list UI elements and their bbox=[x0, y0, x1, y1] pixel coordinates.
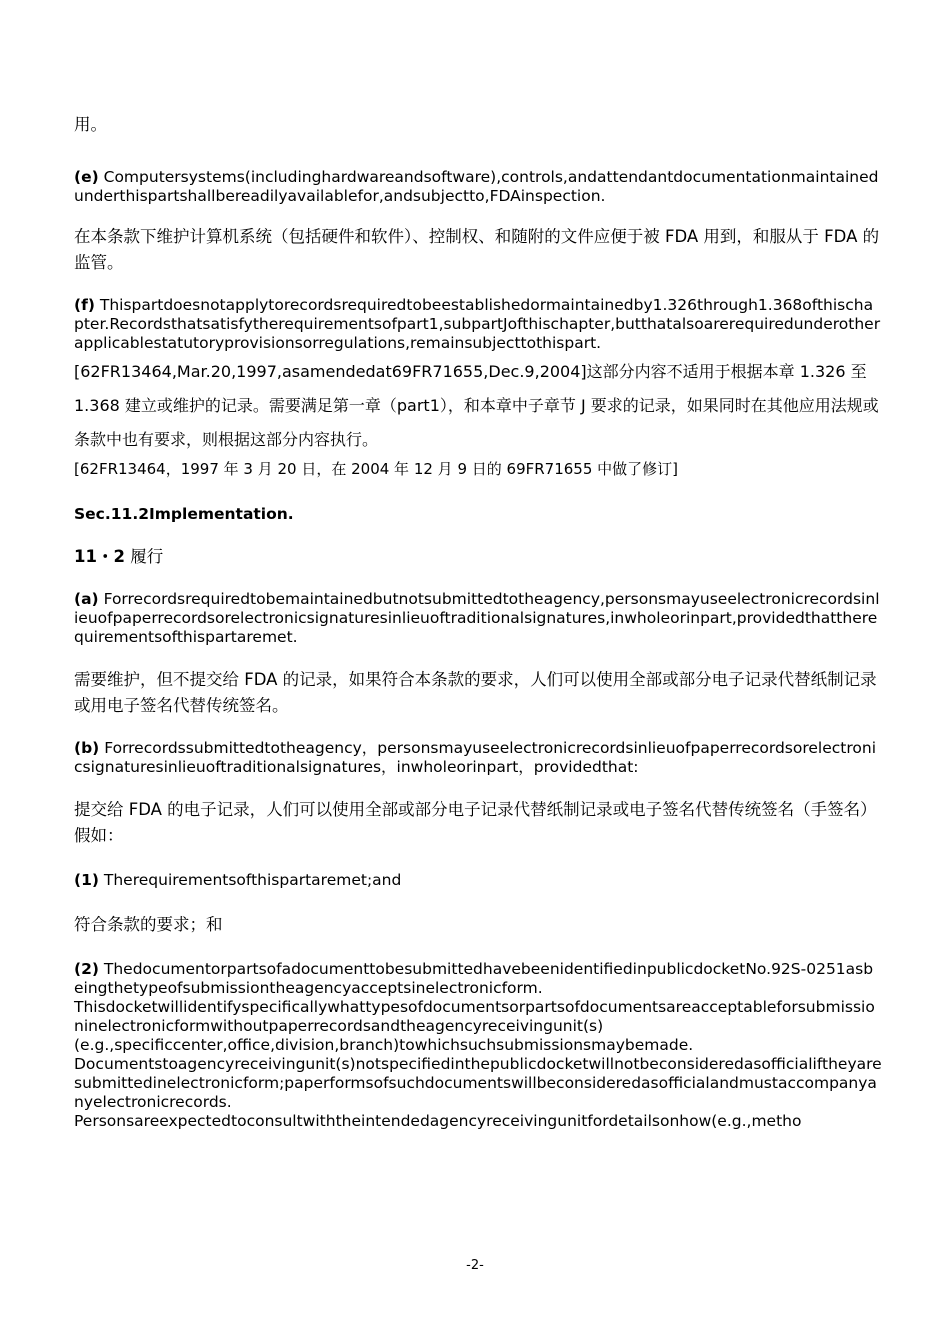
paragraph-e-english bbox=[74, 168, 882, 206]
paragraph-1-chinese bbox=[74, 912, 882, 938]
clause-label-b: (b) bbox=[74, 739, 100, 757]
clause-label-1: (1) bbox=[74, 871, 99, 889]
section-heading-text: Sec.11.2Implementation. bbox=[74, 505, 294, 523]
section-title: 履行 bbox=[130, 547, 164, 566]
paragraph-continuation bbox=[74, 112, 882, 138]
paragraph-a-english bbox=[74, 590, 882, 647]
paragraph-2-english bbox=[74, 960, 882, 998]
paragraph-text: 在本条款下维护计算机系统（包括硬件和软件）、控制权、和随附的文件应便于被 FDA 用到，和服从于 FDA 的监管。 bbox=[74, 227, 880, 272]
amendment-note bbox=[74, 459, 882, 479]
paragraph-text: ThedocumentorpartsofadocumenttobesubmittedhavebeenidentifiedinpublicdocketNo.92S-0251asbeingthetypeofsubmissiontheagencyacceptsinelectronicform. bbox=[74, 960, 874, 997]
paragraph-2-continued-3 bbox=[74, 1055, 882, 1112]
paragraph-f-chinese bbox=[74, 355, 882, 457]
paragraph-e-chinese bbox=[74, 224, 882, 276]
paragraph-text: Thispartdoesnotapplytorecordsrequiredtobeestablishedormaintainedby1.326through1.368ofthischapter.Recordsthatsatisfytherequirementsofpart1,subpartJofthischapter,butthatalsoarerequiredunderotherapplicablestatutoryprovisionsorregulations,remainsubjecttothispart. bbox=[74, 296, 881, 352]
paragraph-text: (e.g.,specificcenter,office,division,branch)towhichsuchsubmissionsmaybemade. bbox=[74, 1036, 694, 1054]
paragraph-a-chinese bbox=[74, 667, 882, 719]
clause-label-2: (2) bbox=[74, 960, 99, 978]
clause-label-e: (e) bbox=[74, 168, 99, 186]
paragraph-text: Documentstoagencyreceivingunit(s)notspecifiedinthepublicdocketwillnotbeconsideredasofficialiftheyaresubmittedinelectronicform;paperformsofsuchdocumentswillbeconsideredasofficialandmustaccompanyanyelectronicrecords. bbox=[74, 1055, 882, 1111]
paragraph-text: [62FR13464，1997 年 3 月 20 日，在 2004 年 12 月 9 日的 69FR71655 中做了修订] bbox=[74, 460, 679, 478]
paragraph-text: Therequirementsofthispartaremet;and bbox=[103, 871, 402, 889]
paragraph-text: Personsareexpectedtoconsultwiththeintendedagencyreceivingunitfordetailsonhow(e.g.,metho bbox=[74, 1112, 802, 1130]
paragraph-text: Forrecordsrequiredtobemaintainedbutnotsubmittedtotheagency,personsmayuseelectronicrecordsinlieuofpaperrecordsorelectronicsignaturesinlieuoftraditionalsignatures,inwholeorinpart,providedthattherequirementsofthispartaremet. bbox=[74, 590, 880, 646]
paragraph-f-english bbox=[74, 296, 882, 353]
paragraph-2-continued-1 bbox=[74, 998, 882, 1036]
section-heading-chinese bbox=[74, 544, 882, 570]
paragraph-text: 需要维护，但不提交给 FDA 的记录，如果符合本条款的要求，人们可以使用全部或部分电子记录代替纸制记录或用电子签名代替传统签名。 bbox=[74, 670, 877, 715]
clause-label-a: (a) bbox=[74, 590, 99, 608]
paragraph-1-english bbox=[74, 871, 882, 890]
section-number: 11・2 bbox=[74, 547, 125, 566]
paragraph-text: 符合条款的要求；和 bbox=[74, 915, 223, 934]
paragraph-text: Forrecordssubmittedtotheagency，personsmayuseelectronicrecordsinlieuofpaperrecordsorelectronicsignaturesinlieuoftraditionalsignatures，inwholeorinpart，providedthat: bbox=[74, 739, 877, 776]
page-number: -2- bbox=[466, 1258, 484, 1273]
paragraph-text: [62FR13464,Mar.20,1997,asamendedat69FR71655,Dec.9,2004]这部分内容不适用于根据本章 1.326 至 1.368 建立或维护的记录。需要满足第一章（part1），和本章中子章节 J 要求的记录，如果同时在其他应用法规或条款中也有要求，则根据这部分内容执行。 bbox=[74, 362, 879, 449]
paragraph-b-english bbox=[74, 739, 882, 777]
paragraph-2-continued-2 bbox=[74, 1036, 882, 1055]
paragraph-text: 提交给 FDA 的电子记录，人们可以使用全部或部分电子记录代替纸制记录或电子签名代替传统签名（手签名）假如： bbox=[74, 800, 877, 845]
paragraph-text: 用。 bbox=[74, 115, 107, 134]
document-page bbox=[74, 112, 882, 1131]
paragraph-text: Thisdocketwillidentifyspecificallywhattypesofdocumentsorpartsofdocumentsareacceptableforsubmissioninelectronicformwithoutpaperrecordsandtheagencyreceivingunit(s) bbox=[74, 998, 875, 1035]
clause-label-f: (f) bbox=[74, 296, 95, 314]
paragraph-b-chinese bbox=[74, 797, 882, 849]
section-heading bbox=[74, 505, 882, 524]
paragraph-text: Computersystems(includinghardwareandsoftware),controls,andattendantdocumentationmaintainedunderthispartshallbereadilyavailablefor,andsubjectto,FDAinspection. bbox=[74, 168, 879, 205]
paragraph-2-continued-4 bbox=[74, 1112, 882, 1131]
